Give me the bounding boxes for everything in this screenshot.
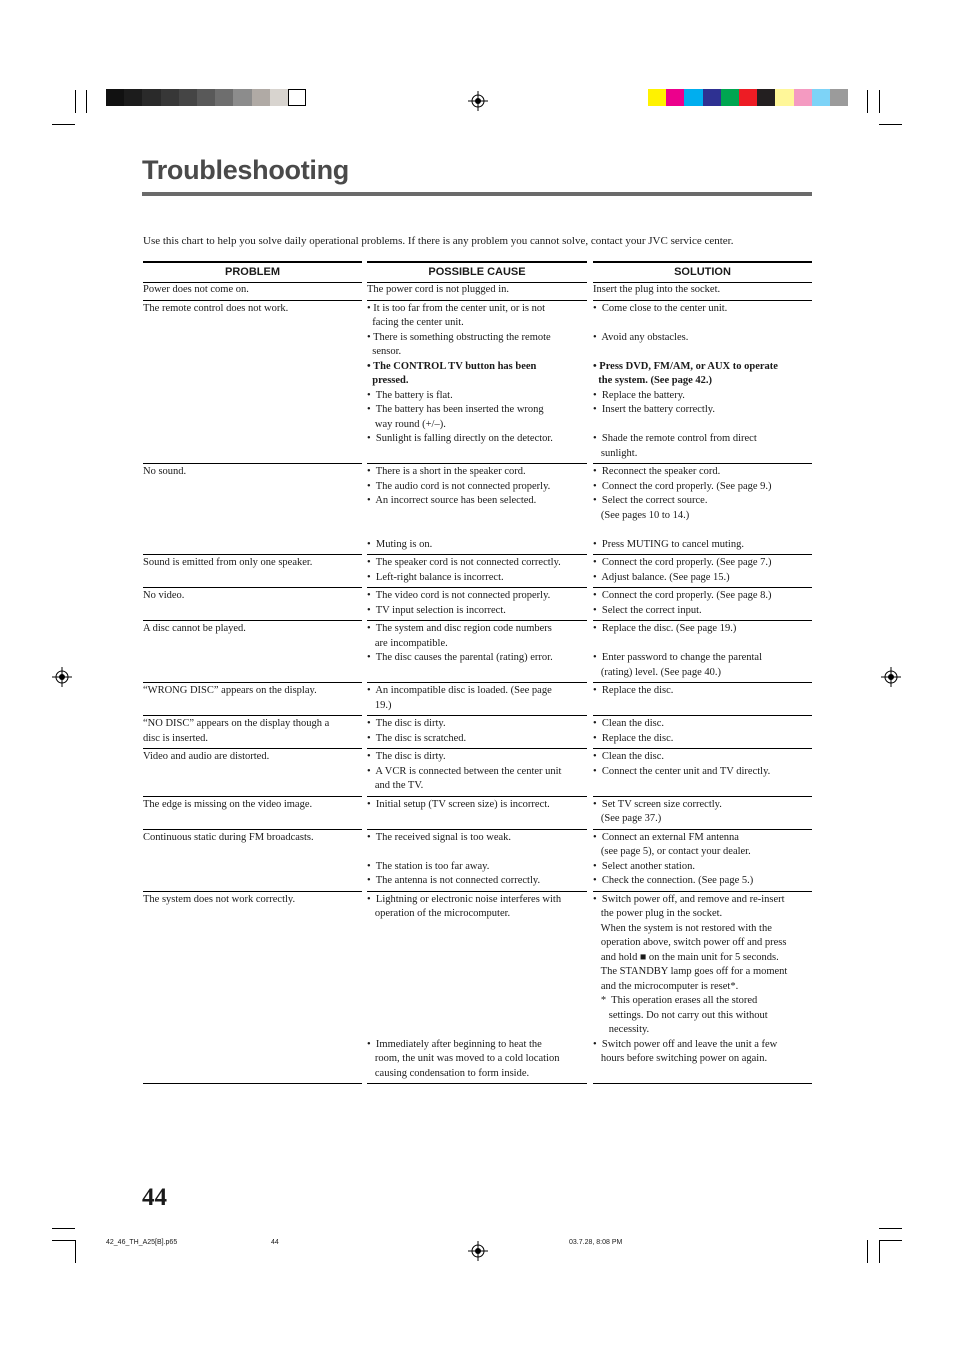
color-swatch: [830, 89, 848, 106]
table-cell-cause: and the TV.: [367, 780, 424, 791]
table-cell-cause: The power cord is not plugged in.: [367, 284, 510, 295]
table-cell-cause: • The battery is flat.: [367, 389, 453, 401]
color-swatch: [197, 89, 215, 106]
table-row-rule: [367, 829, 587, 830]
table-row-rule: [593, 587, 812, 588]
table-cell-solution: The STANDBY lamp goes off for a moment: [593, 966, 788, 977]
table-cell-solution: • Come close to the center unit.: [593, 302, 728, 314]
color-swatch: [270, 89, 288, 106]
crop-mark: [52, 1228, 75, 1229]
color-swatch: [252, 89, 270, 106]
table-cell-solution: • Avoid any obstacles.: [593, 331, 689, 343]
table-cell-solution: • Press DVD, FM/AM, or AUX to operate: [593, 360, 778, 372]
column-header-solution: SOLUTION: [674, 266, 731, 278]
color-swatch: [812, 89, 830, 106]
table-cell-solution: the system. (See page 42.): [593, 375, 712, 386]
table-cell-solution: • Select the correct input.: [593, 604, 702, 616]
color-swatch: [703, 89, 721, 106]
table-cell-solution: (See pages 10 to 14.): [593, 509, 690, 521]
footer-date: 03.7.28, 8:08 PM: [569, 1239, 623, 1246]
table-cell-cause: • The disc is scratched.: [367, 732, 467, 744]
table-cell-cause: operation of the microcomputer.: [367, 908, 511, 919]
column-header-problem: PROBLEM: [225, 266, 280, 278]
table-cell-cause: • Lightning or electronic noise interferes with: [367, 893, 562, 905]
table-cell-cause: • Sunlight is falling directly on the detector.: [367, 433, 553, 444]
table-cell-problem: No video.: [143, 590, 185, 601]
table-cell-solution: (rating) level. (See page 40.): [593, 666, 721, 678]
table-row-rule: [593, 300, 812, 301]
crop-mark: [75, 1240, 76, 1263]
table-cell-solution: (see page 5), or contact your dealer.: [593, 846, 751, 857]
table-cell-cause: facing the center unit.: [367, 317, 464, 328]
page-title: Troubleshooting: [142, 155, 349, 185]
table-cell-problem: The remote control does not work.: [143, 302, 289, 314]
table-cell-solution: • Adjust balance. (See page 15.): [593, 571, 730, 583]
table-cell-cause: are incompatible.: [367, 637, 448, 649]
table-row-rule: [367, 748, 587, 749]
table-cell-cause: • The disc is dirty.: [367, 751, 446, 762]
table-cell-problem: “WRONG DISC” appears on the display.: [143, 685, 317, 696]
table-cell-solution: • Connect the cord properly. (See page 9.): [593, 480, 772, 492]
table-row-rule: [143, 463, 362, 464]
table-cell-solution: and the microcomputer is reset*.: [593, 980, 739, 992]
table-cell-cause: way round (+/–).: [367, 418, 446, 430]
table-row-rule: [367, 620, 587, 621]
table-row-rule: [143, 587, 362, 588]
table-cell-solution: • Insert the battery correctly.: [593, 404, 715, 415]
table-row-rule: [593, 748, 812, 749]
table-cell-solution: • Replace the disc.: [593, 732, 674, 744]
table-cell-solution: • Switch power off, and remove and re-insert: [593, 893, 785, 905]
registration-target-icon: [468, 1241, 488, 1261]
table-cell-solution: • Select the correct source.: [593, 495, 708, 506]
table-cell-problem: Power does not come on.: [143, 284, 249, 295]
table-row-rule: [143, 620, 362, 621]
table-cell-cause: sensor.: [367, 346, 402, 357]
table-cell-cause: • The CONTROL TV button has been: [367, 360, 537, 372]
table-cell-cause: • The system and disc region code numbers: [367, 623, 552, 634]
table-cell-solution: • Shade the remote control from direct: [593, 433, 757, 444]
table-row-rule: [143, 891, 362, 892]
table-cell-cause: • It is too far from the center unit, or is not: [367, 302, 546, 314]
crop-mark: [879, 1240, 880, 1263]
color-swatch: [775, 89, 793, 106]
color-swatch: [179, 89, 197, 106]
table-cell-cause: • There is a short in the speaker cord.: [367, 466, 526, 477]
table-row-rule: [143, 1083, 362, 1084]
crop-mark: [879, 90, 880, 113]
table-cell-solution: • Connect the cord properly. (See page 7.): [593, 557, 772, 568]
table-row-rule: [367, 1083, 587, 1084]
color-swatch: [739, 89, 757, 106]
table-cell-cause: • The received signal is too weak.: [367, 831, 512, 843]
table-cell-solution: Insert the plug into the socket.: [593, 284, 721, 295]
table-cell-cause: • The battery has been inserted the wrong: [367, 404, 544, 415]
color-swatch: [684, 89, 702, 106]
table-row-rule: [593, 796, 812, 797]
color-swatch: [794, 89, 812, 106]
table-cell-problem: Sound is emitted from only one speaker.: [143, 557, 313, 568]
table-cell-solution: • Switch power off and leave the unit a few: [593, 1038, 778, 1050]
table-row-rule: [593, 463, 812, 464]
table-header-rule: [593, 261, 812, 263]
table-cell-problem: No sound.: [143, 466, 187, 477]
title-rule: [142, 192, 812, 196]
table-cell-cause: • Immediately after beginning to heat the: [367, 1038, 542, 1050]
page-number: 44: [142, 1184, 167, 1211]
table-row-rule: [367, 715, 587, 716]
color-swatch: [721, 89, 739, 106]
table-cell-cause: • There is something obstructing the remote: [367, 331, 551, 343]
registration-target-icon: [881, 667, 901, 687]
table-row-rule: [143, 796, 362, 797]
crop-mark: [867, 90, 868, 113]
table-row-rule: [367, 554, 587, 555]
color-swatch: [288, 89, 306, 106]
table-cell-solution: • Reconnect the speaker cord.: [593, 466, 721, 477]
table-row-rule: [593, 554, 812, 555]
table-cell-cause: • An incompatible disc is loaded. (See page: [367, 685, 552, 696]
table-cell-cause: 19.): [367, 699, 392, 711]
table-cell-cause: • Left-right balance is incorrect.: [367, 571, 504, 583]
table-cell-cause: • A VCR is connected between the center unit: [367, 765, 562, 777]
table-cell-cause: • The disc causes the parental (rating) error.: [367, 652, 553, 663]
table-header-rule: [143, 261, 362, 263]
table-row-rule: [593, 620, 812, 621]
table-cell-cause: • The station is too far away.: [367, 860, 490, 872]
table-cell-problem: The edge is missing on the video image.: [143, 798, 313, 810]
table-cell-problem: Video and audio are distorted.: [143, 751, 270, 762]
crop-mark: [879, 1228, 902, 1229]
table-row-rule: [593, 829, 812, 830]
crop-mark: [75, 90, 76, 113]
color-swatch: [648, 89, 666, 106]
color-swatch: [142, 89, 160, 106]
color-swatch: [161, 89, 179, 106]
table-cell-cause: • TV input selection is incorrect.: [367, 604, 506, 616]
table-cell-cause: • The speaker cord is not connected correctly.: [367, 557, 561, 568]
table-row-rule: [593, 891, 812, 892]
table-cell-solution: • Replace the battery.: [593, 389, 685, 401]
color-swatch: [233, 89, 251, 106]
table-row-rule: [367, 796, 587, 797]
table-row-rule: [593, 1083, 812, 1084]
table-cell-solution: • Connect the cord properly. (See page 8.): [593, 590, 772, 601]
table-cell-cause: pressed.: [367, 375, 409, 386]
table-cell-solution: (See page 37.): [593, 813, 662, 824]
table-cell-solution: • Enter password to change the parental: [593, 652, 762, 663]
table-cell-solution: operation above, switch power off and press: [593, 937, 787, 948]
registration-target-icon: [52, 667, 72, 687]
registration-target-icon: [468, 91, 488, 111]
table-cell-solution: hours before switching power on again.: [593, 1053, 768, 1064]
table-cell-problem: “NO DISC” appears on the display though a: [143, 718, 330, 729]
table-cell-problem: disc is inserted.: [143, 732, 209, 744]
table-row-rule: [367, 463, 587, 464]
table-cell-solution: settings. Do not carry out this without: [593, 1009, 768, 1021]
color-swatch: [124, 89, 142, 106]
table-cell-solution: • Press MUTING to cancel muting.: [593, 538, 744, 550]
table-row-rule: [143, 829, 362, 830]
table-cell-cause: • Initial setup (TV screen size) is incorrect.: [367, 798, 550, 810]
table-row-rule: [143, 682, 362, 683]
table-cell-problem: The system does not work correctly.: [143, 893, 296, 905]
table-cell-cause: room, the unit was moved to a cold location: [367, 1053, 560, 1064]
table-cell-solution: • Replace the disc. (See page 19.): [593, 623, 737, 634]
table-cell-solution: When the system is not restored with the: [593, 922, 772, 934]
table-cell-cause: • The audio cord is not connected properly.: [367, 480, 551, 492]
table-cell-solution: • Connect an external FM antenna: [593, 831, 739, 843]
table-cell-solution: and hold ■ on the main unit for 5 seconds.: [593, 951, 779, 963]
table-cell-solution: • Clean the disc.: [593, 718, 665, 729]
table-cell-solution: • Connect the center unit and TV directly.: [593, 765, 771, 777]
table-cell-problem: Continuous static during FM broadcasts.: [143, 831, 314, 843]
table-cell-solution: • Select another station.: [593, 860, 695, 872]
crop-mark: [86, 90, 87, 113]
table-row-rule: [367, 891, 587, 892]
intro-text: Use this chart to help you solve daily operational problems. If there is any problem you cannot solve, contact your JVC service center.: [143, 235, 734, 247]
table-row-rule: [143, 748, 362, 749]
crop-mark: [52, 1240, 75, 1241]
crop-mark: [879, 1240, 902, 1241]
color-swatch: [666, 89, 684, 106]
footer-file: 42_46_TH_A25[B].p65: [106, 1239, 178, 1246]
table-row-rule: [367, 682, 587, 683]
table-cell-cause: • Muting is on.: [367, 538, 433, 550]
table-cell-solution: * This operation erases all the stored: [593, 995, 758, 1006]
table-cell-cause: • The disc is dirty.: [367, 718, 446, 729]
crop-mark: [867, 1240, 868, 1263]
table-cell-solution: • Set TV screen size correctly.: [593, 798, 722, 810]
table-cell-solution: • Check the connection. (See page 5.): [593, 875, 754, 886]
table-header-rule: [367, 261, 587, 263]
color-swatch: [215, 89, 233, 106]
table-cell-problem: A disc cannot be played.: [143, 623, 246, 634]
table-cell-cause: causing condensation to form inside.: [367, 1067, 530, 1079]
column-header-cause: POSSIBLE CAUSE: [428, 266, 526, 278]
table-row-rule: [143, 715, 362, 716]
color-swatch: [757, 89, 775, 106]
table-cell-solution: necessity.: [593, 1024, 650, 1035]
table-cell-solution: • Clean the disc.: [593, 751, 665, 762]
table-row-rule: [367, 300, 587, 301]
crop-mark: [52, 124, 75, 125]
table-cell-cause: • An incorrect source has been selected.: [367, 495, 537, 506]
table-cell-solution: • Replace the disc.: [593, 685, 674, 696]
table-row-rule: [143, 300, 362, 301]
table-row-rule: [143, 554, 362, 555]
table-row-rule: [367, 587, 587, 588]
table-cell-solution: the power plug in the socket.: [593, 908, 723, 919]
table-row-rule: [593, 715, 812, 716]
table-cell-cause: • The video cord is not connected properly.: [367, 590, 551, 601]
footer-page: 44: [271, 1239, 279, 1246]
table-row-rule: [593, 682, 812, 683]
color-swatch: [106, 89, 124, 106]
table-cell-cause: • The antenna is not connected correctly.: [367, 875, 541, 886]
table-cell-solution: sunlight.: [593, 447, 638, 459]
crop-mark: [879, 124, 902, 125]
